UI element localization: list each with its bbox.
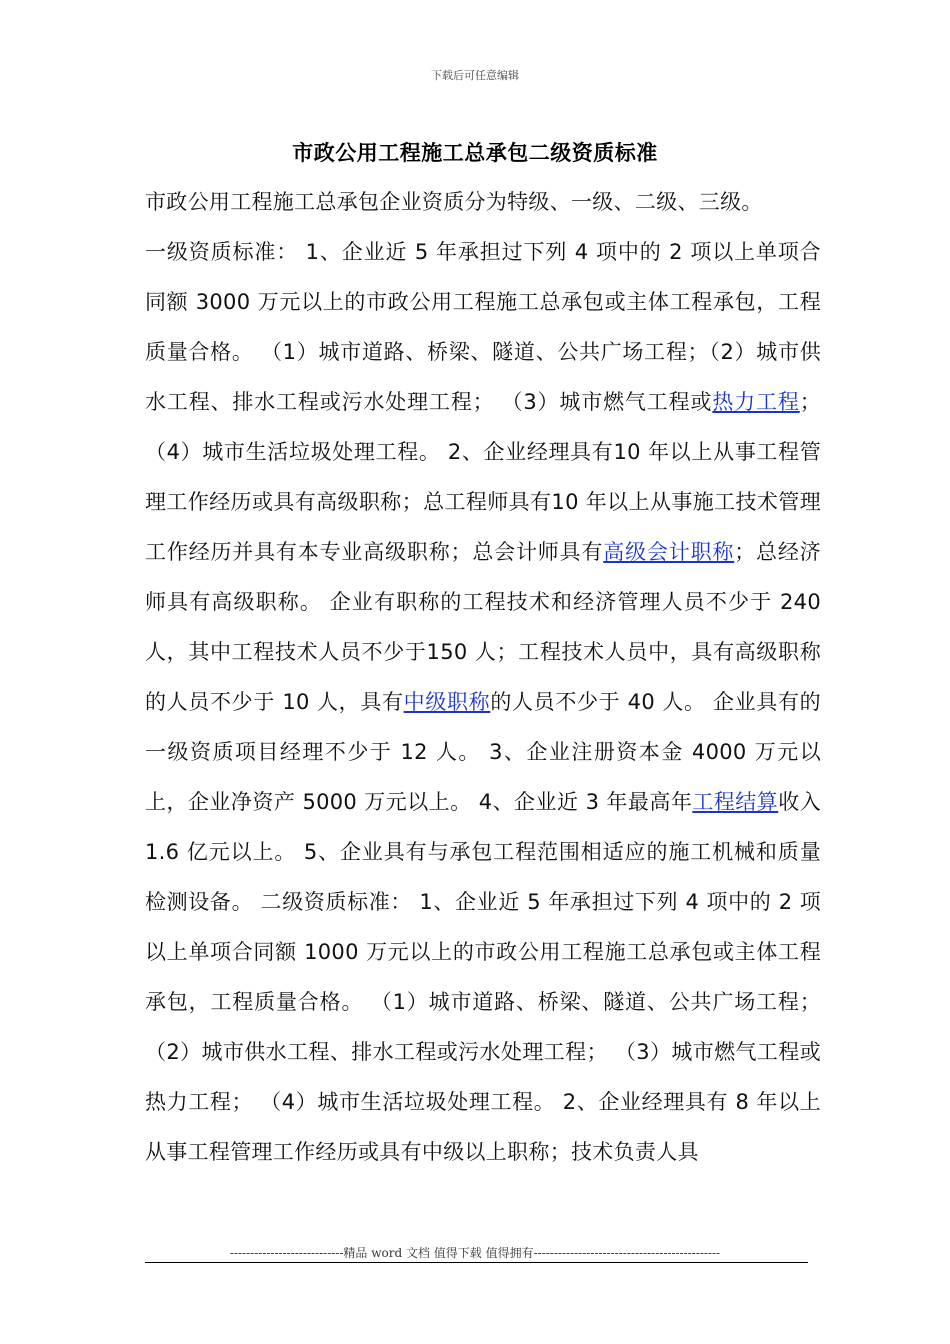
body-text-segment: 的人员不少于 40 人。 企业具有的一级资质项目经理不少于 12 人。 3、企业注册资本金 4000 万元以上，企业净资产 5000 万元以上。 4、企业近 3 年最高年 bbox=[145, 690, 821, 814]
footer-note: ----------------------------精品 word 文档 值得下载 值得拥有---------------------------------------------- bbox=[229, 1246, 721, 1260]
document-body bbox=[145, 177, 821, 1177]
link-heat-engineering[interactable]: 热力工程 bbox=[712, 390, 800, 414]
link-intermediate-title[interactable]: 中级职称 bbox=[403, 690, 491, 714]
body-text-segment: ；总经济师具有高级职称。 企业有职称的工程技术和经济管理人员不少于 240 人，其中工程技术人员不少于150 人；工程技术人员中，具有高级职称的人员不少于 10 人，具有 bbox=[145, 540, 821, 714]
link-project-settlement[interactable]: 工程结算 bbox=[692, 790, 779, 814]
header-note: 下载后可任意编辑 bbox=[431, 69, 519, 82]
link-senior-accountant-title[interactable]: 高级会计职称 bbox=[603, 540, 735, 564]
body-paragraph bbox=[145, 227, 821, 1177]
document-title: 市政公用工程施工总承包二级资质标准 bbox=[292, 141, 658, 165]
body-text-segment: ； （4）城市生活垃圾处理工程。 2、企业经理具有10 年以上从事工程管理工作经历或具有高级职称；总工程师具有10 年以上从事施工技术管理工作经历并具有本专业高级职称；总会计师具有 bbox=[145, 390, 822, 564]
footer-divider bbox=[145, 1262, 808, 1263]
body-text-segment: 收入 1.6 亿元以上。 5、企业具有与承包工程范围相适应的施工机械和质量检测设备。 二级资质标准： 1、企业近 5 年承担过下列 4 项中的 2 项以上单项合同额 1000 万元以上的市政公用工程施工总承包或主体工程承包，工程质量合格。 （1）城市道路、桥梁、隧道、公共广场工程；（2）城市供水工程、排水工程或污水处理工程； （3）城市燃气工程或热力工程； （4）城市生活垃圾处理工程。 2、企业经理具有 8 年以上从事工程管理工作经历或具有中级以上职称；技术负责人具 bbox=[145, 790, 821, 1164]
intro-paragraph: 市政公用工程施工总承包企业资质分为特级、一级、二级、三级。 bbox=[145, 190, 763, 214]
body-text-segment: 一级资质标准： 1、企业近 5 年承担过下列 4 项中的 2 项以上单项合同额 3000 万元以上的市政公用工程施工总承包或主体工程承包，工程质量合格。 （1）城市道路、桥梁、隧道、公共广场工程；（2）城市供水工程、排水工程或污水处理工程； （3）城市燃气工程或 bbox=[145, 240, 821, 414]
